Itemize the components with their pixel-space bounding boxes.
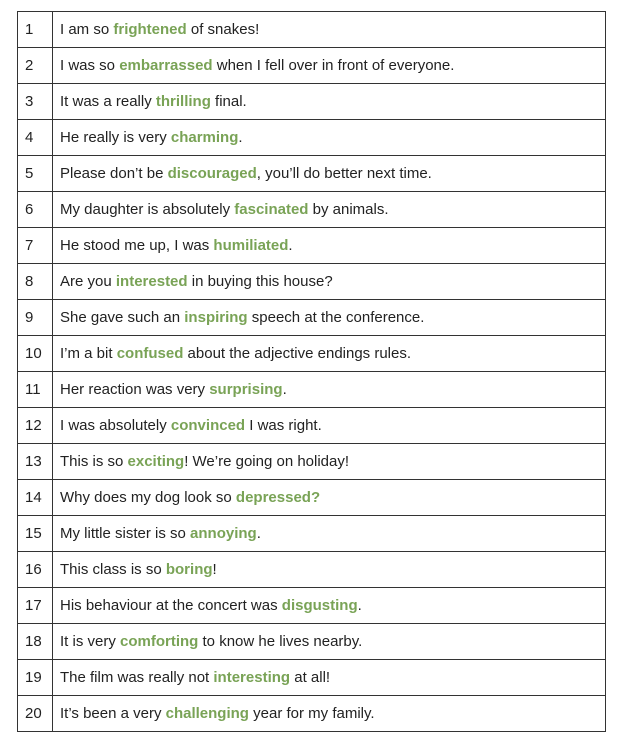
adjective-keyword: humiliated xyxy=(213,237,289,254)
adjective-keyword: annoying xyxy=(190,525,257,542)
sentence xyxy=(53,480,606,516)
sentence-text: Why does my dog look so xyxy=(60,489,236,506)
table-row xyxy=(18,372,606,408)
sentence-text: I was right. xyxy=(245,417,322,434)
table-row xyxy=(18,48,606,84)
exercise-sheet xyxy=(17,11,606,732)
sentence-text: final. xyxy=(210,93,247,110)
sentence xyxy=(53,264,606,300)
sentence-text: I am so xyxy=(60,21,114,38)
adjective-keyword: exciting xyxy=(127,453,185,470)
sentence-text: . xyxy=(282,381,287,398)
row-number: 20 xyxy=(18,696,53,732)
sentence-text: , you’ll do better next time. xyxy=(256,165,432,182)
table-row xyxy=(18,552,606,588)
adjective-keyword: confused xyxy=(116,345,184,362)
table-row xyxy=(18,408,606,444)
row-number: 16 xyxy=(18,552,53,588)
table-row xyxy=(18,120,606,156)
sentence-text: . xyxy=(256,525,261,542)
table-row xyxy=(18,696,606,732)
table-row xyxy=(18,588,606,624)
sentence-text: The film was really not xyxy=(60,669,214,686)
sentence xyxy=(53,156,606,192)
row-number: 1 xyxy=(18,12,53,48)
adjective-keyword: interesting xyxy=(213,669,291,686)
sentence xyxy=(53,300,606,336)
sentence-text: Are you xyxy=(60,273,116,290)
sentence xyxy=(53,588,606,624)
sentence-text: My daughter is absolutely xyxy=(60,201,235,218)
sentence xyxy=(53,624,606,660)
sentence xyxy=(53,336,606,372)
sentence-text: This is so xyxy=(60,453,128,470)
sentence-text: It is very xyxy=(60,633,121,650)
row-number: 18 xyxy=(18,624,53,660)
sentence-text: This class is so xyxy=(60,561,166,578)
sentence xyxy=(53,84,606,120)
table-row xyxy=(18,480,606,516)
sentence-text: It’s been a very xyxy=(60,705,166,722)
table-row xyxy=(18,228,606,264)
table-row xyxy=(18,84,606,120)
sentence-text: . xyxy=(238,129,243,146)
adjective-keyword: challenging xyxy=(165,705,249,722)
sentence-text: year for my family. xyxy=(248,705,375,722)
sentence-text: in buying this house? xyxy=(187,273,333,290)
table-row xyxy=(18,12,606,48)
row-number: 5 xyxy=(18,156,53,192)
table-row xyxy=(18,156,606,192)
sentence-text: It was a really xyxy=(60,93,156,110)
sentence-table xyxy=(17,11,606,732)
sentence-text: He stood me up, I was xyxy=(60,237,214,254)
table-row xyxy=(18,516,606,552)
table-row xyxy=(18,444,606,480)
row-number: 19 xyxy=(18,660,53,696)
sentence-text: My little sister is so xyxy=(60,525,191,542)
sentence-text: His behaviour at the concert was xyxy=(60,597,282,614)
adjective-keyword: surprising xyxy=(209,381,283,398)
sentence-text: to know he lives nearby. xyxy=(198,633,363,650)
sentence-text: ! xyxy=(212,561,217,578)
sentence xyxy=(53,696,606,732)
table-row xyxy=(18,264,606,300)
adjective-keyword: disgusting xyxy=(281,597,358,614)
row-number: 7 xyxy=(18,228,53,264)
adjective-keyword: thrilling xyxy=(155,93,211,110)
adjective-keyword: fascinated xyxy=(234,201,309,218)
sentence-table-body xyxy=(18,12,606,732)
sentence-text: at all! xyxy=(290,669,331,686)
adjective-keyword: discouraged xyxy=(167,165,257,182)
sentence xyxy=(53,408,606,444)
adjective-keyword: boring xyxy=(165,561,213,578)
adjective-keyword: inspiring xyxy=(184,309,248,326)
adjective-keyword: interested xyxy=(115,273,188,290)
row-number: 17 xyxy=(18,588,53,624)
sentence-text: Her reaction was very xyxy=(60,381,210,398)
row-number: 3 xyxy=(18,84,53,120)
sentence-text: when I fell over in front of everyone. xyxy=(212,57,455,74)
sentence xyxy=(53,192,606,228)
sentence xyxy=(53,228,606,264)
table-row xyxy=(18,300,606,336)
row-number: 6 xyxy=(18,192,53,228)
row-number: 8 xyxy=(18,264,53,300)
sentence xyxy=(53,372,606,408)
adjective-keyword: comforting xyxy=(120,633,199,650)
sentence-text: I’m a bit xyxy=(60,345,117,362)
table-row xyxy=(18,660,606,696)
row-number: 15 xyxy=(18,516,53,552)
sentence-text: ! We’re going on holiday! xyxy=(184,453,350,470)
row-number: 12 xyxy=(18,408,53,444)
sentence-text: . xyxy=(288,237,293,254)
sentence xyxy=(53,444,606,480)
sentence xyxy=(53,12,606,48)
sentence-text: I was so xyxy=(60,57,120,74)
sentence-text: about the adjective endings rules. xyxy=(183,345,412,362)
row-number: 10 xyxy=(18,336,53,372)
sentence-text: speech at the conference. xyxy=(247,309,425,326)
sentence-text: Please don’t be xyxy=(60,165,168,182)
adjective-keyword: charming xyxy=(170,129,239,146)
sentence-text: of snakes! xyxy=(186,21,260,38)
table-row xyxy=(18,192,606,228)
table-row xyxy=(18,336,606,372)
table-row xyxy=(18,624,606,660)
sentence xyxy=(53,552,606,588)
row-number: 9 xyxy=(18,300,53,336)
sentence-text: . xyxy=(357,597,362,614)
sentence xyxy=(53,48,606,84)
sentence xyxy=(53,516,606,552)
sentence-text: by animals. xyxy=(308,201,389,218)
sentence-text: He really is very xyxy=(60,129,171,146)
adjective-keyword: convinced xyxy=(170,417,246,434)
sentence xyxy=(53,660,606,696)
adjective-keyword: depressed? xyxy=(235,489,321,506)
row-number: 13 xyxy=(18,444,53,480)
sentence-text: I was absolutely xyxy=(60,417,171,434)
row-number: 11 xyxy=(18,372,53,408)
adjective-keyword: frightened xyxy=(113,21,187,38)
adjective-keyword: embarrassed xyxy=(119,57,213,74)
sentence-text: She gave such an xyxy=(60,309,185,326)
row-number: 14 xyxy=(18,480,53,516)
row-number: 2 xyxy=(18,48,53,84)
row-number: 4 xyxy=(18,120,53,156)
sentence xyxy=(53,120,606,156)
